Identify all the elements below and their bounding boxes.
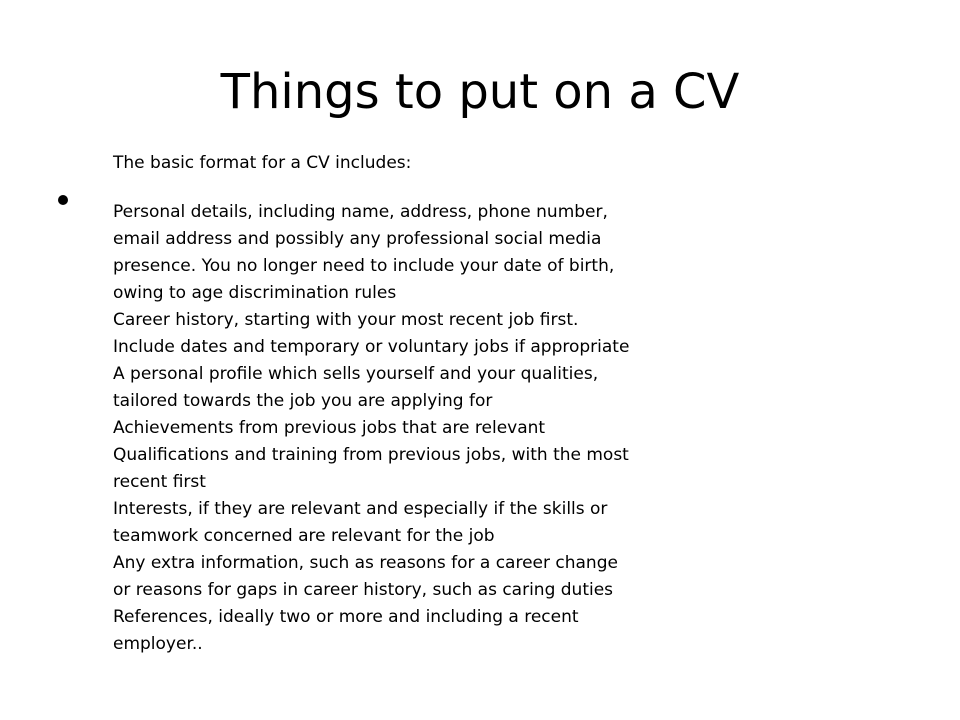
body-line: employer.. [113,634,203,654]
body-line: Any extra information, such as reasons for a career change [113,553,618,573]
body-line: Interests, if they are relevant and especially if the skills or [113,499,608,519]
body-line: or reasons for gaps in career history, such as caring duties [113,580,614,600]
body-line: References, ideally two or more and including a recent [113,607,579,627]
body-line: Qualifications and training from previous jobs, with the most [113,445,629,465]
body-line: Include dates and temporary or voluntary jobs if appropriate [113,337,630,357]
body-line: owing to age discrimination rules [113,283,397,303]
body-line: Achievements from previous jobs that are relevant [113,418,546,438]
bullet-point-icon [58,195,68,205]
body-line: tailored towards the job you are applying for [113,391,493,411]
body-line: A personal profile which sells yourself and your qualities, [113,364,599,384]
body-line: teamwork concerned are relevant for the job [113,526,495,546]
body-line: email address and possibly any professional social media [113,229,602,249]
slide-title: Things to put on a CV [220,64,740,120]
slide-body [113,150,733,658]
intro-text: The basic format for a CV includes: [113,153,412,173]
body-line: recent first [113,472,206,492]
body-line: Career history, starting with your most recent job first. [113,310,579,330]
body-line: Personal details, including name, address, phone number, [113,202,608,222]
body-line: presence. You no longer need to include your date of birth, [113,256,615,276]
